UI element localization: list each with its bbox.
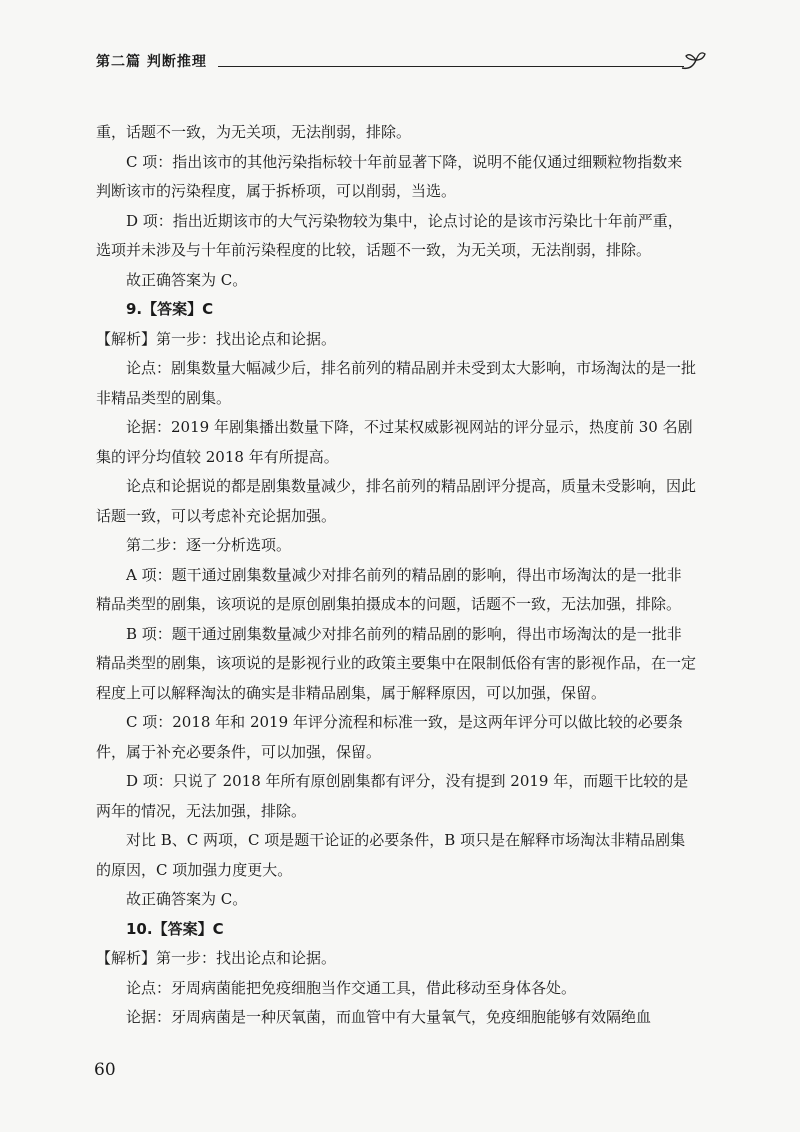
header-rule <box>218 66 684 67</box>
paragraph-answer: 故正确答案为 C。 <box>126 270 248 289</box>
page-body <box>96 118 696 1033</box>
paragraph-comparison: 对比 B、C 两项，C 项是题干论证的必要条件，B 项只是在解释市场淘汰非精品剧集的原因，C 项加强力度更大。 <box>96 831 686 879</box>
paragraph-argument: 论点：牙周病菌能把免疫细胞当作交通工具，借此移动至身体各处。 <box>126 978 577 997</box>
sprout-icon <box>678 46 706 74</box>
answer-heading-10: 10.【答案】C <box>126 919 224 938</box>
page-number: 60 <box>94 1060 116 1080</box>
paragraph-answer: 故正确答案为 C。 <box>126 890 248 908</box>
paragraph: 论点和论据说的都是剧集数量减少，排名前列的精品剧评分提高，质量未受影响，因此话题一致，可以考虑补充论据加强。 <box>96 477 697 525</box>
paragraph-evidence: 论据：牙周病菌是一种厌氧菌，而血管中有大量氧气，免疫细胞能够有效隔绝血 <box>126 1008 652 1026</box>
analysis-step-1: 【解析】第一步：找出论点和论据。 <box>96 329 337 348</box>
paragraph-argument: 论点：剧集数量大幅减少后，排名前列的精品剧并未受到太大影响，市场淘汰的是一批非精品类型的剧集。 <box>96 359 697 407</box>
paragraph-option-a: A 项：题干通过剧集数量减少对排名前列的精品剧的影响，得出市场淘汰的是一批非精品类型的剧集，该项说的是原创剧集拍摄成本的问题，话题不一致，无法加强，排除。 <box>96 565 682 613</box>
paragraph-evidence: 论据：2019 年剧集播出数量下降，不过某权威影视网站的评分显示，热度前 30 名剧集的评分均值较 2018 年有所提高。 <box>96 418 693 466</box>
paragraph-option-c: C 项：2018 年和 2019 年评分流程和标准一致，是这两年评分可以做比较的必要条件，属于补充必要条件，可以加强，保留。 <box>96 713 683 761</box>
analysis-step-2: 第二步：逐一分析选项。 <box>126 536 292 554</box>
paragraph-option-b: B 项：题干通过剧集数量减少对排名前列的精品剧的影响，得出市场淘汰的是一批非精品类型的剧集，该项说的是影视行业的政策主要集中在限制低俗有害的影视作品，在一定程度上可以解释淘汰的确实是非精品剧集，属于解释原因，可以加强，保留。 <box>96 624 697 702</box>
paragraph-option-d: D 项：只说了 2018 年所有原创剧集都有评分，没有提到 2019 年，而题干比较的是两年的情况，无法加强，排除。 <box>96 772 689 820</box>
running-header <box>96 46 706 74</box>
answer-heading-9: 9.【答案】C <box>126 300 214 318</box>
analysis-step-1: 【解析】第一步：找出论点和论据。 <box>96 949 337 967</box>
header-section-title: 第二篇 判断推理 <box>96 54 207 70</box>
paragraph-option-d: D 项：指出近期该市的大气污染物较为集中，论点讨论的是该市污染比十年前严重，选项并未涉及与十年前污染程度的比较，话题不一致，为无关项，无法削弱，排除。 <box>96 211 683 259</box>
paragraph-option-c: C 项：指出该市的其他污染指标较十年前显著下降，说明不能仅通过细颗粒物指数来判断该市的污染程度，属于拆桥项，可以削弱，当选。 <box>96 152 683 200</box>
paragraph: 重，话题不一致，为无关项，无法削弱，排除。 <box>96 123 412 141</box>
